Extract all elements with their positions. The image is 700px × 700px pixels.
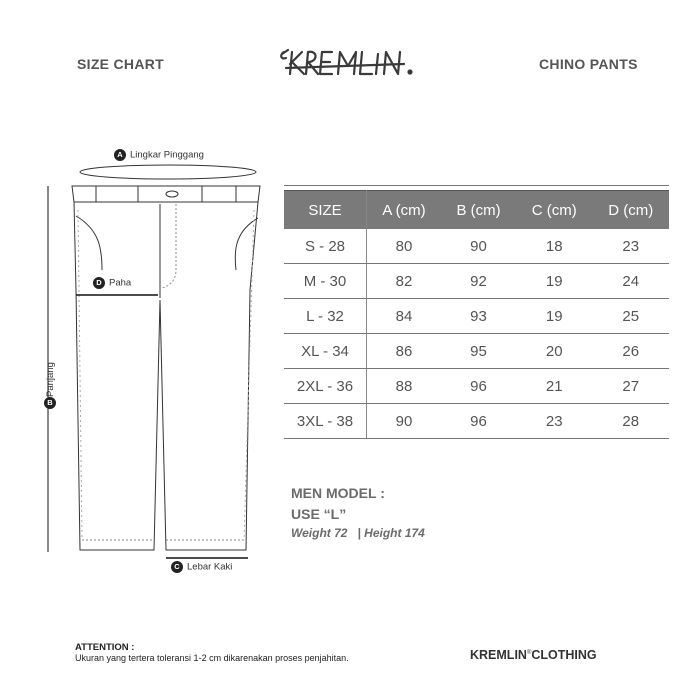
label-length-text: Panjang: [45, 362, 56, 397]
header-b: B (cm): [441, 191, 516, 230]
table-row: [284, 369, 669, 404]
pants-technical-drawing: [30, 140, 270, 590]
cell-c: 20: [516, 334, 592, 369]
cell-c: 19: [516, 264, 592, 299]
cell-c: 23: [516, 404, 592, 439]
cell-b: 95: [441, 334, 516, 369]
cell-b: 92: [441, 264, 516, 299]
header-c: C (cm): [516, 191, 592, 230]
cell-a: 86: [367, 334, 442, 369]
model-title: MEN MODEL :: [291, 485, 385, 501]
registered-mark: ®: [526, 649, 532, 656]
attention-title: ATTENTION :: [75, 642, 135, 653]
waist-ellipse: [80, 165, 256, 179]
label-hem: [171, 561, 232, 573]
badge-c: C: [171, 561, 183, 573]
table-top-rule: [284, 185, 669, 186]
size-table: [284, 190, 669, 439]
cell-c: 19: [516, 299, 592, 334]
cell-c: 21: [516, 369, 592, 404]
cell-size: 2XL - 36: [284, 369, 367, 404]
cell-a: 80: [367, 229, 442, 264]
attention-note: [75, 642, 349, 663]
size-chart-title: SIZE CHART: [77, 56, 164, 72]
label-thigh-text: Paha: [109, 277, 132, 289]
badge-d: D: [93, 277, 105, 289]
brand-footer: [470, 648, 597, 662]
cell-a: 84: [367, 299, 442, 334]
cell-a: 90: [367, 404, 442, 439]
cell-size: M - 30: [284, 264, 367, 299]
header-size: SIZE: [284, 191, 367, 230]
label-hem-text: Lebar Kaki: [187, 561, 233, 573]
cell-d: 28: [593, 404, 670, 439]
cell-d: 26: [593, 334, 670, 369]
header-a: A (cm): [367, 191, 442, 230]
brand-rest: CLOTHING: [531, 648, 597, 662]
cell-d: 24: [593, 264, 670, 299]
label-length: [43, 349, 57, 411]
cell-b: 90: [441, 229, 516, 264]
cell-d: 23: [593, 229, 670, 264]
cell-size: S - 28: [284, 229, 367, 264]
model-size-used: USE “L”: [291, 506, 347, 522]
table-row: [284, 229, 669, 264]
cell-size: L - 32: [284, 299, 367, 334]
kremlin-logo: [278, 44, 426, 84]
badge-a: A: [114, 149, 126, 161]
header-d: D (cm): [593, 191, 670, 230]
cell-a: 82: [367, 264, 442, 299]
table-row: [284, 264, 669, 299]
table-row: [284, 299, 669, 334]
product-title: CHINO PANTS: [539, 56, 638, 72]
attention-text: Ukuran yang tertera toleransi 1-2 cm dikarenakan proses penjahitan.: [75, 653, 349, 663]
label-waist: [114, 149, 204, 161]
cell-b: 93: [441, 299, 516, 334]
cell-size: 3XL - 38: [284, 404, 367, 439]
label-waist-text: Lingkar Pinggang: [130, 149, 204, 161]
cell-size: XL - 34: [284, 334, 367, 369]
cell-d: 27: [593, 369, 670, 404]
brand-main: KREMLIN: [470, 648, 527, 662]
badge-b: B: [44, 397, 56, 409]
cell-a: 88: [367, 369, 442, 404]
cell-d: 25: [593, 299, 670, 334]
table-row: [284, 404, 669, 439]
cell-c: 18: [516, 229, 592, 264]
label-thigh: [93, 277, 131, 289]
model-stats: Weight 72 | Height 174: [291, 526, 425, 540]
table-row: [284, 334, 669, 369]
cell-b: 96: [441, 404, 516, 439]
cell-b: 96: [441, 369, 516, 404]
table-header-row: [284, 191, 669, 230]
